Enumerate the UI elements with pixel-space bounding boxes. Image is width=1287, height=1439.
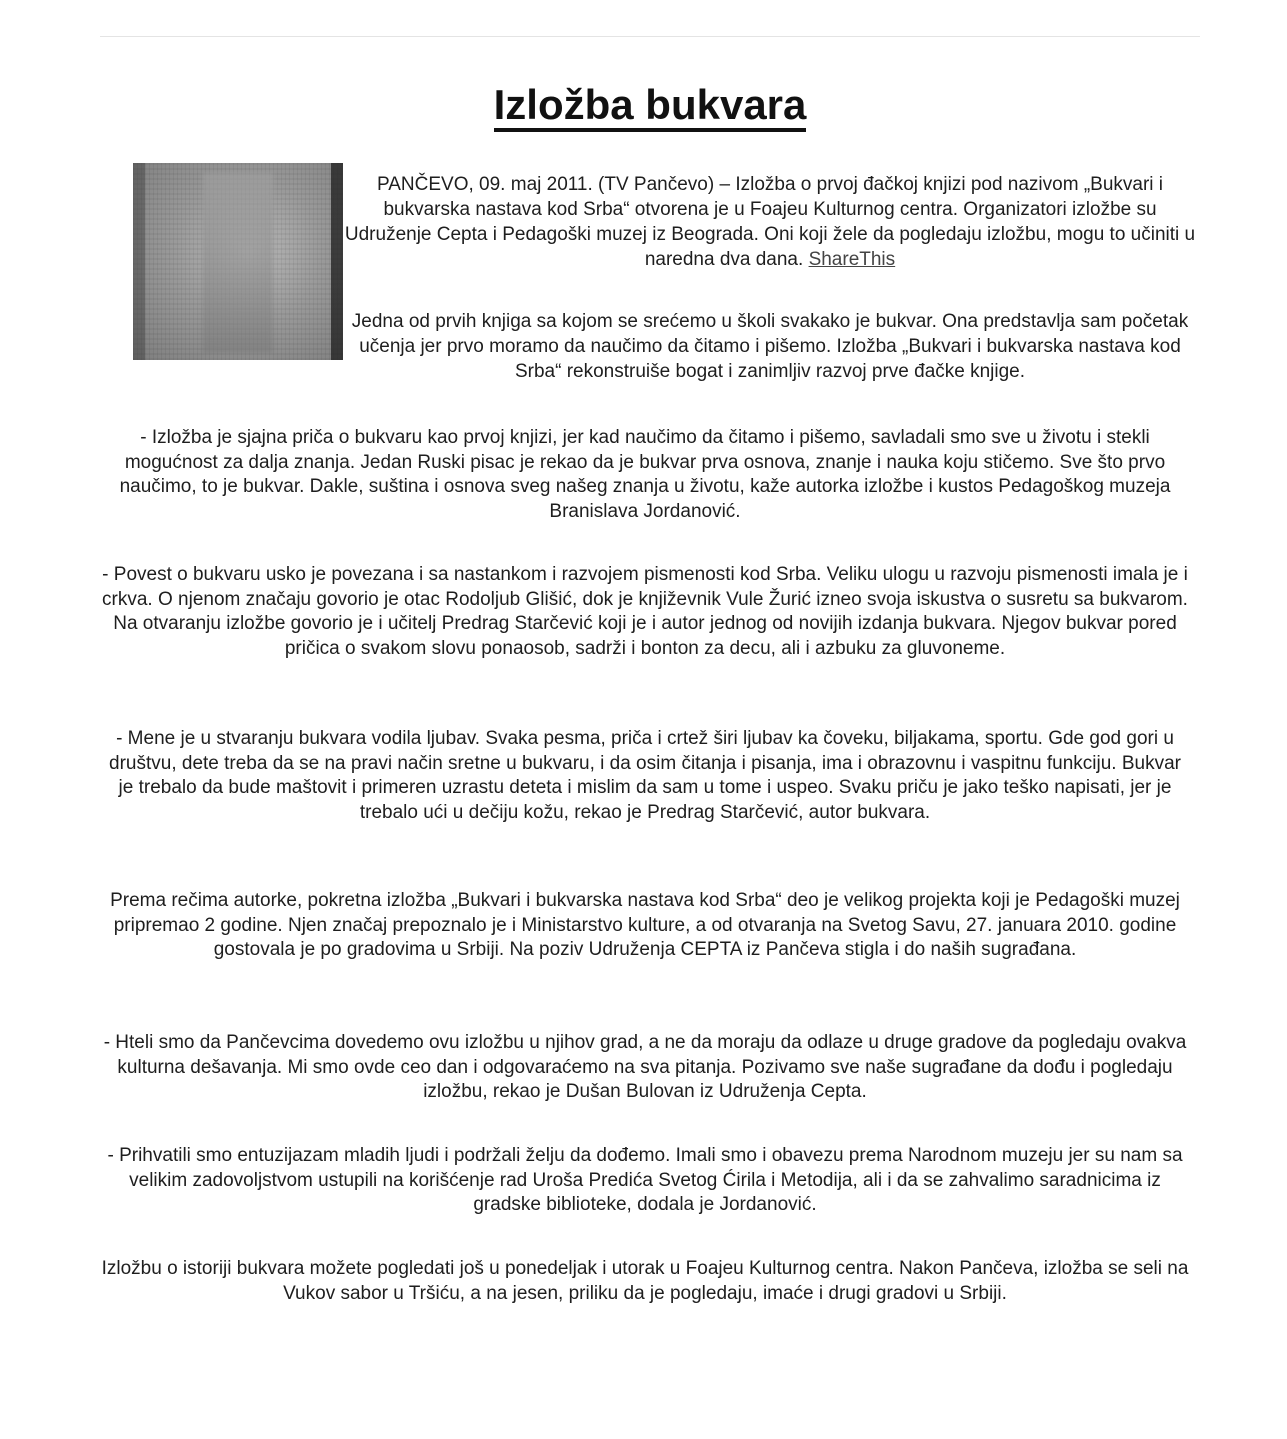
scan-edge-line xyxy=(100,36,1200,37)
intro-lead-text: PANČEVO, 09. maj 2011. (TV Pančevo) – Izložba o prvoj đačkoj knjizi pod nazivom „Bukvari i bukvarska nastava kod Srba“ otvorena je u Foajeu Kulturnog centra. Organizatori izložbe su Udruženje Cepta i Pedagoški muzej iz Beograda. Oni koji žele da pogledaju izložbu, mogu to učiniti u naredna dva dana. xyxy=(344,174,1196,270)
body-paragraph-3: - Mene je u stvaranju bukvara vodila ljubav. Svaka pesma, priča i crtež širi ljubav ka čoveku, biljakama, sportu. Gde god gori u društvu, dete treba da se na pravi način sretne u bukvaru, i da osim čitanja i pisanja, ima i obrazovnu i vaspitnu funkciju. Bukvar je trebalo da bude maštovit i primeren uzrastu deteta i mislim da sam u tome i uspeo. Svaku priču je jako teško napisati, jer je trebalo ući u dečiju kožu, rekao je Predrag Starčević, autor bukvara. xyxy=(109,728,1181,823)
article-title-text: Izložba bukvara xyxy=(494,81,807,132)
photo-figure xyxy=(203,173,273,353)
body-paragraph-2: - Povest o bukvaru usko je povezana i sa nastankom i razvojem pismenosti kod Srba. Veliku ulogu u razvoju pismenosti imala je i crkva. O njenom značaju govorio je otac Rodoljub Glišić, dok je književnik Vule Žurić izneo svoja iskustva o susretu sa bukvarom. Na otvaranju izložbe govorio je i učitelj Predrag Starčević koji je i autor jednog od novijih izdanja bukvara. Njegov bukvar pored pričica o svakom slovu ponaosob, sadrži i bonton za decu, ali i azbuku za gluvoneme. xyxy=(102,564,1188,659)
body-paragraph-1: - Izložba je sjajna priča o bukvaru kao prvoj knjizi, jer kad naučimo da čitamo i pišemo, savladali smo sve u životu i stekli mogućnost za dalja znanja. Jedan Ruski pisac je rekao da je bukvar prva osnova, znanje i nauka koju stičemo. Sve što prvo naučimo, to je bukvar. Dakle, suština i osnova sveg našeg znanja u životu, kaže autorka izložbe i kustos Pedagoškog muzeja Branislava Jordanović. xyxy=(119,427,1171,522)
intro-lead-paragraph xyxy=(340,172,1200,272)
body-paragraph-4: Prema rečima autorke, pokretna izložba „Bukvari i bukvarska nastava kod Srba“ deo je velikog projekta koji je Pedagoški muzej pripremao 2 godine. Njen značaj prepoznalo je i Ministarstvo kulture, a od otvaranja na Svetog Savu, 27. januara 2010. godine gostovala je po gradovima u Srbiji. Na poziv Udruženja CEPTA iz Pančeva stigla i do naših sugrađana. xyxy=(110,890,1180,960)
intro-second-paragraph: Jedna od prvih knjiga sa kojom se srećemo u školi svakako je bukvar. Ona predstavlja sam početak učenja jer prvo moramo da naučimo da čitamo i pišemo. Izložba „Bukvari i bukvarska nastava kod Srba“ rekonstruiše bogat i zanimljiv razvoj prve đačke knjige. xyxy=(351,311,1189,382)
share-this-link[interactable]: ShareThis xyxy=(808,249,896,270)
body-paragraph-6: - Prihvatili smo entuzijazam mladih ljudi i podržali želju da dođemo. Imali smo i obavezu prema Narodnom muzeju jer su nam sa velikim zadovoljstvom ustupili na korišćenje rad Uroša Predića Svetog Ćirila i Metodija, ali i da se zahvalimo saradnicima iz gradske biblioteke, dodala je Jordanović. xyxy=(107,1145,1183,1215)
body-paragraph-7: Izložbu o istoriji bukvara možete pogledati još u ponedeljak i utorak u Foajeu Kulturnog centra. Nakon Pančeva, izložba se seli na Vukov sabor u Tršiću, a na jesen, priliku da je pogledaju, imaće i drugi gradovi u Srbiji. xyxy=(101,1258,1189,1304)
body-paragraph-5: - Hteli smo da Pančevcima dovedemo ovu izložbu u njihov grad, a ne da moraju da odlaze u druge gradove da pogledaju ovakva kulturna dešavanja. Mi smo ovde ceo dan i odgovaraćemo na sva pitanja. Pozivamo sve naše sugrađane da dođu i pogledaju izložbu, rekao je Dušan Bulovan iz Udruženja Cepta. xyxy=(103,1032,1187,1102)
article-photo xyxy=(133,163,343,360)
article-title xyxy=(0,80,1287,130)
